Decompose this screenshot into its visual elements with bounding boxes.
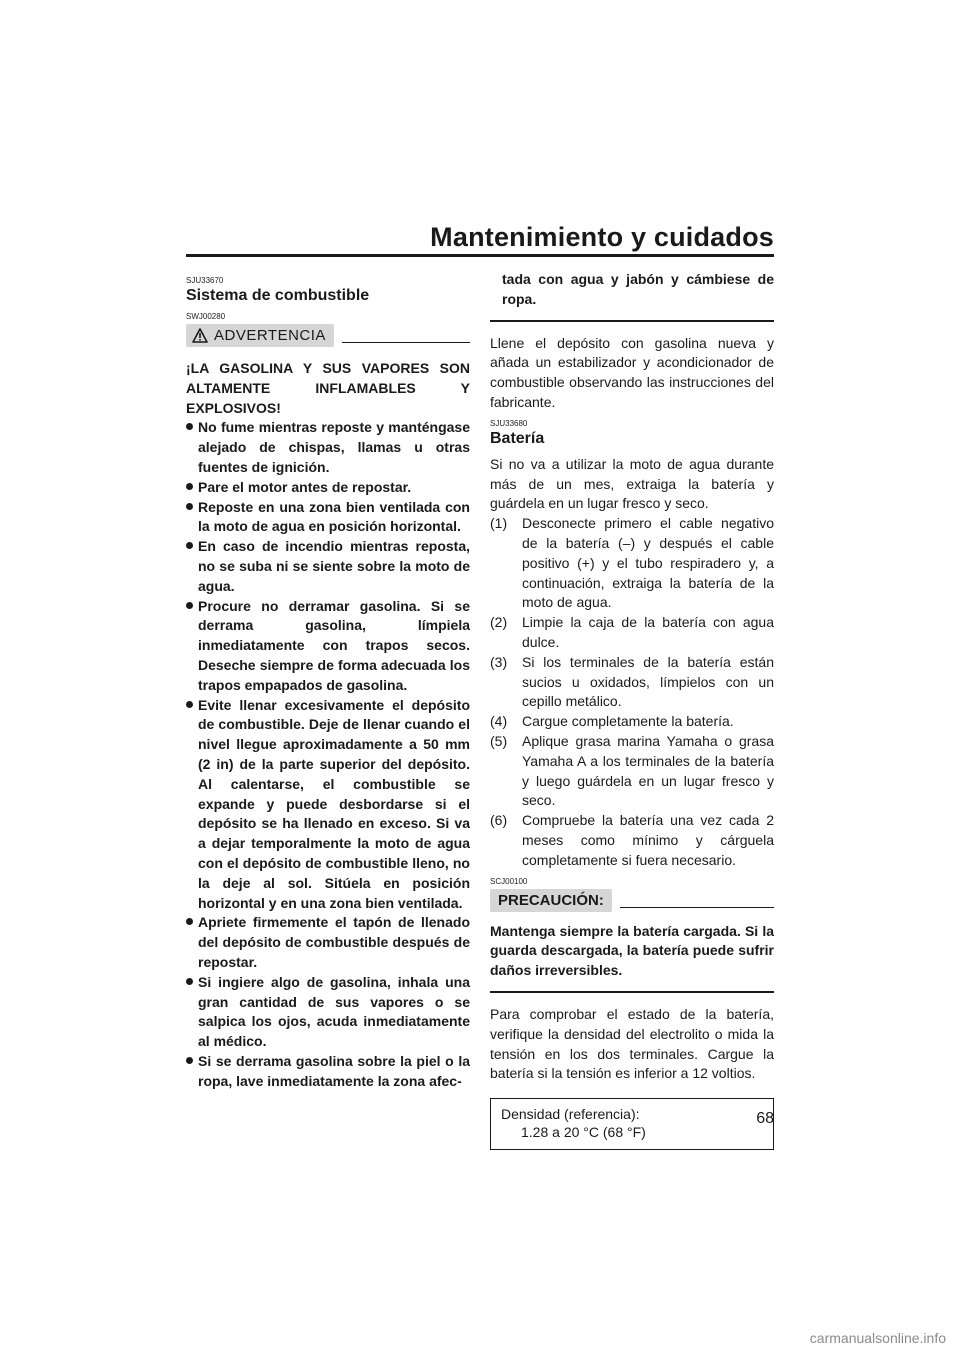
bullet-item: Si ingiere algo de gasolina, inhala una gran cantidad de sus vapores o se salpica los ojos, acuda inmediatamente al médico. [186, 973, 470, 1052]
step-item: (4) Cargue completamente la batería. [490, 713, 734, 730]
right-column [490, 270, 774, 1150]
bullet-dot-icon [186, 602, 193, 609]
bullet-dot-icon [186, 978, 193, 985]
bullet-item: Apriete firmemente el tapón de llenado del depósito de combustible después de repostar. [186, 913, 470, 972]
bullet-dot-icon [186, 483, 193, 490]
battery-check-paragraph: Para comprobar el estado de la batería, verifique la densidad del electrolito o mida la tensión en los dos terminales. Cargue la batería si la tensión es inferior a 12 voltios. [490, 1005, 774, 1082]
bullet-dot-icon [186, 1057, 193, 1064]
bullet-item: Pare el motor antes de repostar. [186, 478, 470, 498]
warning-end-rule [490, 320, 774, 322]
caution-badge: PRECAUCIÓN: [490, 889, 612, 912]
bullet-dot-icon [186, 542, 193, 549]
warning-label: ADVERTENCIA [214, 327, 326, 344]
warning-intro: ¡LA GASOLINA Y SUS VAPORES SON ALTAMENTE INFLAMABLES Y EXPLOSIVOS! [186, 360, 470, 416]
section-title-fuel: Sistema de combustible [186, 287, 370, 304]
page-header [186, 222, 774, 253]
page-title: Mantenimiento y cuidados [430, 222, 774, 252]
bullet-dot-icon [186, 503, 193, 510]
warning-bullets [186, 418, 470, 1091]
bullet-item: Reposte en una zona bien ventilada con la moto de agua en posición horizontal. [186, 498, 470, 538]
warning-code: SWJ00280 [186, 312, 226, 321]
warning-header [186, 324, 470, 347]
fuel-refill-paragraph: Llene el depósito con gasolina nueva y añada un estabilizador y acondicionador de combustible observando las instrucciones del fabricante. [490, 334, 774, 410]
section-code: SJU33670 [186, 276, 224, 285]
bullet-item: Procure no derramar gasolina. Si se derrama gasolina, límpiela inmediatamente con trapos secos. Deseche siempre de forma adecuada los trapos empapados de gasolina. [186, 597, 470, 696]
caution-text: Mantenga siempre la batería cargada. Si la guarda descargada, la batería puede sufrir daños irreversibles. [490, 922, 774, 979]
bullet-item: Si se derrama gasolina sobre la piel o la ropa, lave inmediatamente la zona afec- [186, 1052, 470, 1092]
step-item: (3) Si los terminales de la batería están sucios u oxidados, límpielos con un cepillo metálico. [490, 653, 774, 710]
spec-label: Densidad (referencia): [501, 1106, 640, 1123]
battery-intro: Si no va a utilizar la moto de agua durante más de un mes, extraiga la batería y guárdela en un lugar fresco y seco. [490, 455, 774, 512]
step-item: (2) Limpie la caja de la batería con agua dulce. [490, 614, 774, 650]
step-item: (1) Desconecte primero el cable negativo de la batería (–) y después el cable positivo (+) y el tubo respiradero y, a continuación, extraiga la batería de la moto de agua. [490, 515, 774, 611]
step-item: (6) Compruebe la batería una vez cada 2 meses como mínimo y cárguela completamente si fuera necesario. [490, 812, 774, 868]
warning-badge [186, 324, 334, 347]
caution-end-rule [490, 991, 774, 993]
left-column [186, 270, 470, 1091]
caution-rule [620, 907, 774, 908]
page-number: 68 [756, 1110, 774, 1127]
caution-header [490, 889, 774, 912]
step-item: (5) Aplique grasa marina Yamaha o grasa Yamaha A a los terminales de la batería y luego guárdela en un lugar fresco y seco. [490, 732, 774, 809]
bullet-continuation: tada con agua y jabón y cámbiese de ropa. [502, 271, 774, 307]
bullet-dot-icon [186, 423, 193, 430]
bullet-item: Evite llenar excesivamente el depósito de combustible. Deje de llenar cuando el nivel llegue aproximadamente a 50 mm (2 in) de la parte superior del depósito. Al calentarse, el combustible se expande y puede desbordarse si el depósito se ha llenado en exceso. Si va a dejar temporalmente la moto de agua con el depósito de combustible lleno, no la deje al sol. Sitúela en posición horizontal y en una zona bien ventilada. [186, 696, 470, 914]
bullet-dot-icon [186, 701, 193, 708]
warning-end [490, 270, 774, 322]
section-code: SJU33680 [490, 418, 528, 428]
bullet-item: En caso de incendio mientras reposta, no se suba ni se siente sobre la moto de agua. [186, 537, 470, 596]
section-title-battery: Batería [490, 429, 545, 447]
watermark: carmanualsonline.info [809, 1330, 946, 1346]
bullet-item: No fume mientras reposte y manténgase alejado de chispas, llamas u otras fuentes de ignición. [186, 418, 470, 477]
warning-triangle-icon [192, 328, 208, 343]
spec-value: 1.28 a 20 °C (68 °F) [521, 1124, 646, 1141]
battery-steps [490, 514, 774, 870]
caution-code: SCJ00100 [490, 876, 528, 886]
bullet-dot-icon [186, 918, 193, 925]
warning-rule [342, 342, 470, 343]
header-rule [186, 254, 774, 257]
